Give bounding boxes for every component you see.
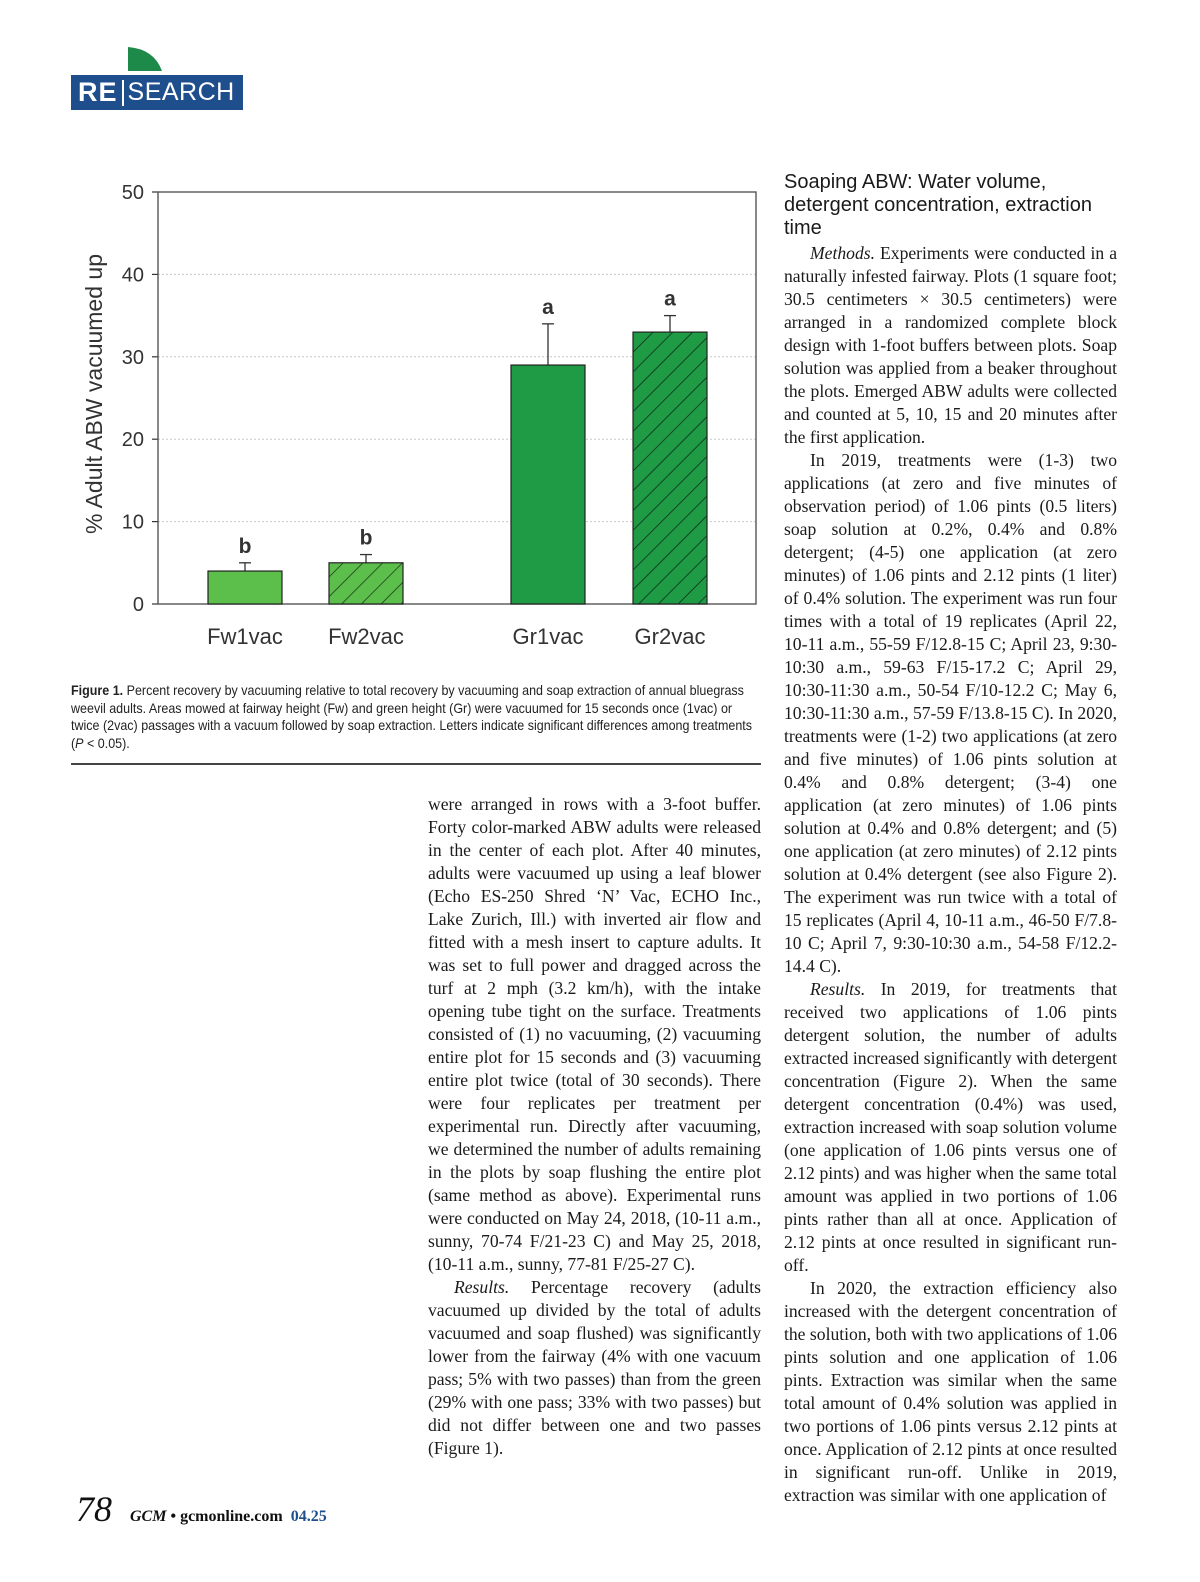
run-in-head: Results.	[810, 979, 866, 999]
paragraph-text: Percentage recovery (adults vacuumed up divided by the total of adults vacuumed and soap flushed) was significantly lower from the fairway (4% with one vacuum pass; 5% with two passes) than from the green (29% with one pass; 33% with two passes) but did not differ between one and two passes (Figure 1).	[428, 1277, 761, 1458]
significance-letter: a	[542, 295, 554, 319]
x-category-label: Gr2vac	[634, 624, 706, 649]
publication-line	[130, 1508, 283, 1526]
y-tick-label: 10	[121, 511, 144, 534]
x-category-label: Gr1vac	[512, 624, 584, 649]
page-footer	[76, 1488, 327, 1532]
magazine-name: GCM	[130, 1508, 167, 1525]
logo-search: SEARCH	[127, 78, 235, 106]
significance-letter: b	[359, 526, 373, 550]
caption-p: P	[75, 735, 84, 751]
y-tick-label: 30	[121, 346, 144, 369]
y-tick-label: 20	[121, 429, 144, 452]
run-in-head: Methods.	[810, 243, 875, 263]
bar	[208, 571, 282, 604]
y-tick-label: 40	[121, 264, 144, 287]
caption-rule	[71, 763, 761, 765]
figure-1-bar-chart	[74, 178, 774, 668]
issue-date: 04.25	[290, 1508, 327, 1525]
bar	[511, 365, 585, 604]
x-category-label: Fw1vac	[207, 624, 283, 649]
caption-text: Percent recovery by vacuuming relative to total recovery by vacuuming and soap extraction of annual bluegrass weevil adults. Areas mowed at fairway height (Fw) and green height (Gr) were vacuumed for 15 seconds once (1vac) or twice (2vac) passages with a vacuum followed by soap extraction. Letters indicate significant differences among treatments (	[71, 683, 753, 751]
run-in-head: Results.	[454, 1277, 510, 1297]
paragraph	[784, 242, 1117, 449]
website: gcmonline.com	[180, 1508, 283, 1525]
bar	[329, 563, 403, 604]
paragraph: were arranged in rows with a 3-foot buffer. Forty color-marked ABW adults were released in the center of each plot. After 40 minutes, adults were vacuumed up using a leaf blower (Echo ES-250 Shred ‘N’ Vac, ECHO Inc., Lake Zurich, Ill.) with inverted air flow and fitted with a mesh insert to capture adults. It was set to full power and dragged across the turf at 2 mph (3.2 km/h), with the intake opening tube tight on the surface. Treatments consisted of (1) no vacuuming, (2) vacuuming entire plot for 15 seconds and (3) vacuuming entire plot twice (total of 30 seconds). There were four replicates per treatment per experimental run. Directly after vacuuming, we determined the number of adults remaining in the plots by soap flushing the entire plot (same method as above). Experimental runs were conducted on May 24, 2018, (10-11 a.m., sunny, 70-74 F/21-23 C) and May 25, 2018, (10-11 a.m., sunny, 77-81 F/25-27 C).	[428, 794, 761, 1274]
middle-column	[428, 793, 761, 1460]
paragraph: In 2020, the extraction efficiency also increased with the detergent concentration of the solution, both with two applications of 1.06 pints solution and one application of 1.06 pints. Extraction was similar when the same total amount of 0.4% solution was applied in two portions of 1.06 pints versus 2.12 pints at once. Application of 2.12 pints at once resulted in significant run-off. Unlike in 2019, extraction was similar with one application of	[784, 1278, 1117, 1505]
section-heading: Soaping ABW: Water volume, detergent concentration, extraction time	[784, 171, 1092, 239]
paragraph: In 2019, treatments were (1-3) two applications (at zero and five minutes of observation period) of 1.06 pints (0.5 liters) soap solution at 0.2%, 0.4% and 0.8% detergent; (4-5) one application (at zero minutes) of 1.06 pints and 2.12 pints (1 liter) of 0.4% solution. The experiment was run four times with a total of 19 replicates (April 22, 10-11 a.m., 55-59 F/12.8-15 C; April 23, 9:30-10:30 a.m., 59-63 F/15-17.2 C; April 29, 10:30-11:30 a.m., 50-54 F/10-12.2 C; May 6, 10:30-11:30 a.m., 57-59 F/13.8-15 C). In 2020, treatments were (1-2) two applications (at zero and five minutes) of 1.06 pints solution at 0.4% and 0.8% detergent; (3-4) one application (at zero minutes) of 1.06 pints solution at 0.4% and 0.8% detergent; and (5) one application (at zero minutes) of 2.12 pints solution at 0.4% detergent (see also Figure 2). The experiment was run twice with a total of 15 replicates (April 4, 10-11 a.m., 46-50 F/7.8-10 C; April 7, 9:30-10:30 a.m., 54-58 F/12.2-14.4 C).	[784, 450, 1117, 976]
page-number: 78	[76, 1489, 112, 1529]
y-tick-label: 0	[132, 594, 144, 616]
paragraph	[428, 1276, 761, 1460]
paragraph-text: Experiments were conducted in a naturally infested fairway. Plots (1 square foot; 30.5 centimeters × 30.5 centimeters) were arranged in a randomized complete block design with 1-foot buffers between plots. Soap solution was applied from a beaker throughout the plots. Emerged ABW adults were collected and counted at 5, 10, 15 and 20 minutes after the first application.	[784, 243, 1117, 447]
paragraph-text: In 2019, for treatments that received two applications of 1.06 pints detergent solution, the number of adults extracted increased significantly with detergent concentration (Figure 2). When the same detergent concentration (0.4%) was used, extraction increased with soap solution volume (one application of 1.06 pints versus one of 2.12 pints) and was higher when the same total amount was applied in two portions of 1.06 pints rather than all at once. Application of 2.12 pints at once resulted in significant run-off.	[784, 979, 1117, 1275]
leaf-logo-icon	[128, 47, 162, 71]
y-tick-label: 50	[121, 182, 144, 204]
separator: •	[166, 1508, 181, 1525]
caption-end: < 0.05).	[83, 735, 130, 751]
x-category-label: Fw2vac	[328, 624, 404, 649]
caption-label: Figure 1.	[71, 683, 124, 698]
significance-letter: a	[664, 287, 676, 311]
research-logo	[71, 75, 243, 110]
bar	[633, 332, 707, 604]
figure-caption	[71, 682, 761, 752]
logo-divider	[122, 80, 124, 106]
paragraph	[784, 978, 1117, 1277]
logo-re: RE	[78, 77, 118, 107]
significance-letter: b	[238, 534, 252, 558]
right-column	[784, 242, 1117, 1507]
y-axis-label: % Adult ABW vacuumed up	[81, 254, 107, 534]
